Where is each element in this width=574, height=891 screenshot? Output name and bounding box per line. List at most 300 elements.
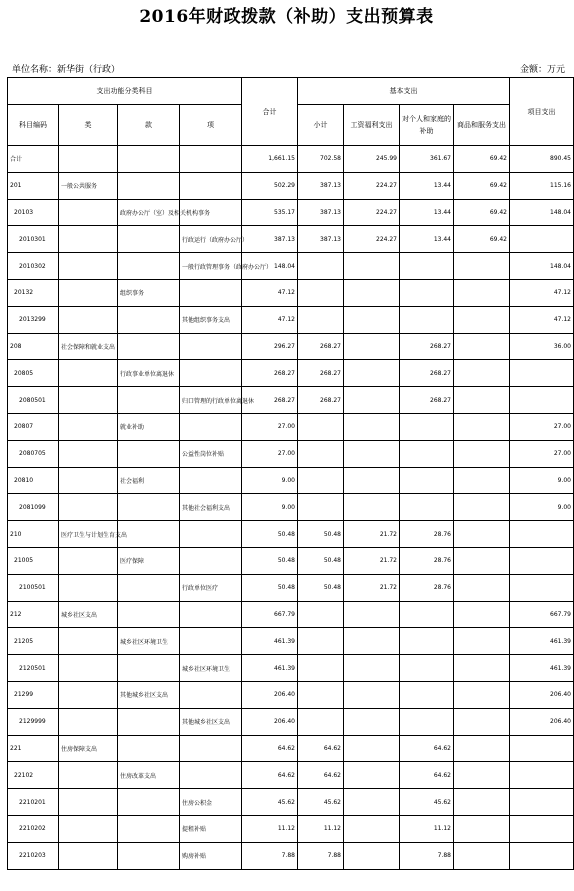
goods-cell [454,467,510,494]
project-cell [510,226,574,253]
xiang-cell: 其他组织事务支出 [180,306,242,333]
wage-cell [344,762,400,789]
xiang-cell [180,333,242,360]
personal-cell [400,655,454,682]
xiang-cell [180,521,242,548]
wage-cell: 224.27 [344,199,400,226]
subtotal-cell [298,440,344,467]
subtotal-cell: 387.13 [298,226,344,253]
personal-cell: 268.27 [400,387,454,414]
wage-cell: 224.27 [344,226,400,253]
total-cell: 50.48 [242,574,298,601]
code-cell: 2013299 [8,306,59,333]
table-row [8,601,574,628]
wage-header: 工资福利支出 [344,105,400,146]
subtotal-cell: 7.88 [298,842,344,869]
kuan-cell [118,735,180,762]
subtotal-cell: 268.27 [298,333,344,360]
lei-cell [59,199,118,226]
goods-cell [454,306,510,333]
wage-cell [344,279,400,306]
lei-cell [59,574,118,601]
code-cell: 201 [8,172,59,199]
subtotal-cell: 387.13 [298,172,344,199]
kuan-cell [118,601,180,628]
table-row [8,333,574,360]
personal-cell: 64.62 [400,735,454,762]
xiang-cell: 行政运行（政府办公厅） [180,226,242,253]
code-header: 科目编码 [8,105,59,146]
code-cell: 2010301 [8,226,59,253]
table-row [8,815,574,842]
kuan-cell [118,226,180,253]
lei-cell [59,628,118,655]
code-cell: 21299 [8,681,59,708]
table-row [8,842,574,869]
personal-cell [400,708,454,735]
project-cell [510,789,574,816]
goods-cell [454,387,510,414]
personal-cell: 45.62 [400,789,454,816]
lei-cell [59,146,118,173]
subtotal-cell: 50.48 [298,547,344,574]
table-row [8,467,574,494]
table-row [8,735,574,762]
goods-cell [454,440,510,467]
total-cell: 47.12 [242,306,298,333]
personal-cell: 28.76 [400,547,454,574]
xiang-cell [180,601,242,628]
personal-cell [400,279,454,306]
wage-cell: 245.99 [344,146,400,173]
personal-cell [400,601,454,628]
subtotal-cell: 387.13 [298,199,344,226]
total-cell: 268.27 [242,360,298,387]
personal-cell [400,467,454,494]
kuan-cell [118,494,180,521]
kuan-cell [118,815,180,842]
goods-cell [454,815,510,842]
lei-cell [59,413,118,440]
subtotal-cell: 50.48 [298,574,344,601]
table-body [8,146,574,870]
xiang-cell: 归口管理的行政单位离退休 [180,387,242,414]
code-cell: 2080705 [8,440,59,467]
lei-cell: 社会保障和就业支出 [59,333,118,360]
kuan-cell [118,333,180,360]
project-cell: 47.12 [510,279,574,306]
kuan-cell [118,306,180,333]
code-cell: 合计 [8,146,59,173]
xiang-cell: 住房公积金 [180,789,242,816]
lei-cell [59,762,118,789]
code-cell: 20103 [8,199,59,226]
xiang-cell: 其他城乡社区支出 [180,708,242,735]
project-cell: 115.16 [510,172,574,199]
wage-cell: 224.27 [344,172,400,199]
table-row [8,387,574,414]
lei-cell [59,360,118,387]
table-row [8,279,574,306]
kuan-cell [118,789,180,816]
wage-cell [344,360,400,387]
total-cell: 667.79 [242,601,298,628]
xiang-cell [180,681,242,708]
kuan-cell: 社会福利 [118,467,180,494]
table-row [8,253,574,280]
kuan-cell [118,708,180,735]
goods-cell [454,360,510,387]
subtotal-cell: 268.27 [298,387,344,414]
personal-cell: 13.44 [400,226,454,253]
lei-cell [59,226,118,253]
subtotal-cell [298,279,344,306]
total-cell: 535.17 [242,199,298,226]
personal-cell: 28.76 [400,574,454,601]
kuan-cell [118,440,180,467]
goods-cell [454,735,510,762]
lei-cell [59,681,118,708]
lei-cell [59,279,118,306]
code-cell: 208 [8,333,59,360]
xiang-cell: 一般行政管理事务（政府办公厅） [180,253,242,280]
goods-cell [454,681,510,708]
wage-cell [344,440,400,467]
xiang-cell: 城乡社区环境卫生 [180,655,242,682]
project-cell: 47.12 [510,306,574,333]
code-cell: 221 [8,735,59,762]
code-cell: 2010302 [8,253,59,280]
project-cell: 9.00 [510,467,574,494]
goods-header: 商品和服务支出 [454,105,510,146]
xiang-cell: 公益性岗位补贴 [180,440,242,467]
project-cell [510,521,574,548]
code-cell: 2080501 [8,387,59,414]
goods-cell [454,574,510,601]
personal-cell: 13.44 [400,172,454,199]
personal-cell [400,306,454,333]
table-row [8,413,574,440]
project-cell [510,547,574,574]
project-cell: 27.00 [510,440,574,467]
lei-cell [59,253,118,280]
table-row [8,226,574,253]
goods-cell [454,279,510,306]
kuan-cell [118,253,180,280]
project-cell [510,574,574,601]
table-row [8,628,574,655]
table-row [8,655,574,682]
basic-expense-header: 基本支出 [298,78,510,105]
kuan-cell: 医疗保障 [118,547,180,574]
project-cell [510,815,574,842]
code-cell: 2120501 [8,655,59,682]
total-cell: 7.88 [242,842,298,869]
project-cell: 9.00 [510,494,574,521]
project-cell: 148.04 [510,199,574,226]
code-cell: 20805 [8,360,59,387]
project-cell [510,762,574,789]
lei-cell [59,547,118,574]
wage-cell [344,789,400,816]
total-cell: 64.62 [242,762,298,789]
xiang-cell [180,146,242,173]
xiang-cell: 购房补贴 [180,842,242,869]
xiang-cell [180,735,242,762]
wage-cell [344,842,400,869]
table-row [8,146,574,173]
goods-cell: 69.42 [454,226,510,253]
kuan-cell: 就业补助 [118,413,180,440]
table-row [8,521,574,548]
code-cell: 2100501 [8,574,59,601]
table-row [8,360,574,387]
code-cell: 21005 [8,547,59,574]
wage-cell [344,253,400,280]
table-row [8,681,574,708]
unit-name: 新华街（行政） [57,65,121,75]
amount-unit: 金额：万元 [519,65,565,75]
goods-cell [454,762,510,789]
table-row [8,494,574,521]
goods-cell [454,494,510,521]
project-cell: 148.04 [510,253,574,280]
xiang-cell [180,360,242,387]
total-cell: 268.27 [242,387,298,414]
goods-cell [454,413,510,440]
goods-cell: 69.42 [454,172,510,199]
project-cell [510,842,574,869]
code-cell: 20132 [8,279,59,306]
wage-cell: 21.72 [344,521,400,548]
wage-cell [344,306,400,333]
subtotal-cell [298,306,344,333]
project-cell: 27.00 [510,413,574,440]
wage-cell: 21.72 [344,574,400,601]
kuan-cell [118,172,180,199]
total-cell: 9.00 [242,494,298,521]
kuan-cell [118,146,180,173]
wage-cell [344,494,400,521]
xiang-cell [180,279,242,306]
lei-cell [59,842,118,869]
kuan-cell [118,387,180,414]
wage-cell [344,628,400,655]
wage-cell [344,601,400,628]
table-row [8,762,574,789]
table-row [8,199,574,226]
kuan-cell [118,574,180,601]
personal-cell: 7.88 [400,842,454,869]
total-cell: 387.13 [242,226,298,253]
subtotal-cell [298,628,344,655]
lei-cell [59,815,118,842]
total-cell: 502.29 [242,172,298,199]
subtotal-cell: 268.27 [298,360,344,387]
total-cell: 206.40 [242,708,298,735]
lei-cell [59,655,118,682]
total-cell: 461.39 [242,655,298,682]
xiang-header: 项 [180,105,242,146]
goods-cell [454,253,510,280]
kuan-header: 款 [118,105,180,146]
kuan-cell: 政府办公厅（室）及相关机构事务 [118,199,180,226]
lei-cell: 城乡社区支出 [59,601,118,628]
lei-cell [59,467,118,494]
subtotal-cell [298,708,344,735]
kuan-cell: 城乡社区环境卫生 [118,628,180,655]
xiang-cell [180,413,242,440]
personal-header: 对个人和家庭的补助 [400,105,454,146]
code-cell: 210 [8,521,59,548]
wage-cell [344,333,400,360]
personal-cell [400,628,454,655]
subtotal-cell: 50.48 [298,521,344,548]
wage-cell [344,735,400,762]
wage-cell [344,467,400,494]
total-cell: 9.00 [242,467,298,494]
goods-cell: 69.42 [454,199,510,226]
personal-cell: 268.27 [400,360,454,387]
subtotal-cell: 64.62 [298,762,344,789]
total-cell: 47.12 [242,279,298,306]
code-cell: 212 [8,601,59,628]
project-cell: 667.79 [510,601,574,628]
total-cell: 64.62 [242,735,298,762]
project-cell: 461.39 [510,655,574,682]
wage-cell [344,387,400,414]
table-row [8,172,574,199]
total-cell: 45.62 [242,789,298,816]
subtotal-cell: 64.62 [298,735,344,762]
lei-cell [59,387,118,414]
personal-cell [400,681,454,708]
table-row [8,708,574,735]
code-cell: 20807 [8,413,59,440]
project-cell [510,360,574,387]
wage-cell [344,708,400,735]
total-cell: 148.04 [242,253,298,280]
personal-cell [400,253,454,280]
lei-cell [59,306,118,333]
goods-cell [454,842,510,869]
xiang-cell: 提租补贴 [180,815,242,842]
lei-cell [59,789,118,816]
xiang-cell [180,628,242,655]
total-cell: 296.27 [242,333,298,360]
personal-cell: 13.44 [400,199,454,226]
subtotal-cell [298,681,344,708]
goods-cell [454,789,510,816]
personal-cell: 64.62 [400,762,454,789]
wage-cell [344,655,400,682]
func-class-header: 支出功能分类科目 [8,78,242,105]
goods-cell [454,547,510,574]
unit-info [12,62,120,75]
code-cell: 2081099 [8,494,59,521]
code-cell: 2129999 [8,708,59,735]
personal-cell [400,413,454,440]
table-row [8,574,574,601]
total-cell: 27.00 [242,413,298,440]
lei-cell: 住房保障支出 [59,735,118,762]
lei-cell: 一般公共服务 [59,172,118,199]
xiang-cell [180,467,242,494]
project-cell [510,387,574,414]
subtotal-cell [298,494,344,521]
project-cell: 206.40 [510,708,574,735]
goods-cell [454,708,510,735]
xiang-cell [180,172,242,199]
table-row [8,789,574,816]
project-header: 项目支出 [510,78,574,146]
table-row [8,440,574,467]
project-cell: 890.45 [510,146,574,173]
xiang-cell: 其他社会福利支出 [180,494,242,521]
kuan-cell: 组织事务 [118,279,180,306]
goods-cell [454,628,510,655]
goods-cell [454,521,510,548]
goods-cell [454,333,510,360]
kuan-cell: 行政事业单位离退休 [118,360,180,387]
wage-cell: 21.72 [344,547,400,574]
code-cell: 20810 [8,467,59,494]
subtotal-cell: 702.58 [298,146,344,173]
personal-cell: 28.76 [400,521,454,548]
goods-cell [454,655,510,682]
kuan-cell: 其他城乡社区支出 [118,681,180,708]
total-cell: 461.39 [242,628,298,655]
subtotal-cell [298,253,344,280]
lei-cell [59,440,118,467]
xiang-cell: 行政单位医疗 [180,574,242,601]
personal-cell: 11.12 [400,815,454,842]
xiang-cell [180,762,242,789]
budget-table [7,77,574,870]
goods-cell: 69.42 [454,146,510,173]
code-cell: 22102 [8,762,59,789]
lei-header: 类 [59,105,118,146]
subtotal-cell [298,601,344,628]
total-cell: 1,661.15 [242,146,298,173]
subtotal-cell: 45.62 [298,789,344,816]
unit-label: 单位名称： [12,65,58,75]
code-cell: 2210202 [8,815,59,842]
project-cell [510,735,574,762]
total-cell: 50.48 [242,521,298,548]
code-cell: 21205 [8,628,59,655]
subtotal-cell [298,467,344,494]
project-cell: 461.39 [510,628,574,655]
page-title: 2016年财政拨款（补助）支出预算表 [139,7,434,27]
code-cell: 2210201 [8,789,59,816]
subtotal-cell [298,413,344,440]
wage-cell [344,681,400,708]
table-row [8,306,574,333]
total-cell: 50.48 [242,547,298,574]
subtotal-cell [298,655,344,682]
code-cell: 2210203 [8,842,59,869]
wage-cell [344,815,400,842]
personal-cell [400,440,454,467]
subtotal-header: 小计 [298,105,344,146]
project-cell: 36.00 [510,333,574,360]
subtotal-cell: 11.12 [298,815,344,842]
xiang-cell [180,547,242,574]
wage-cell [344,413,400,440]
personal-cell: 361.67 [400,146,454,173]
goods-cell [454,601,510,628]
